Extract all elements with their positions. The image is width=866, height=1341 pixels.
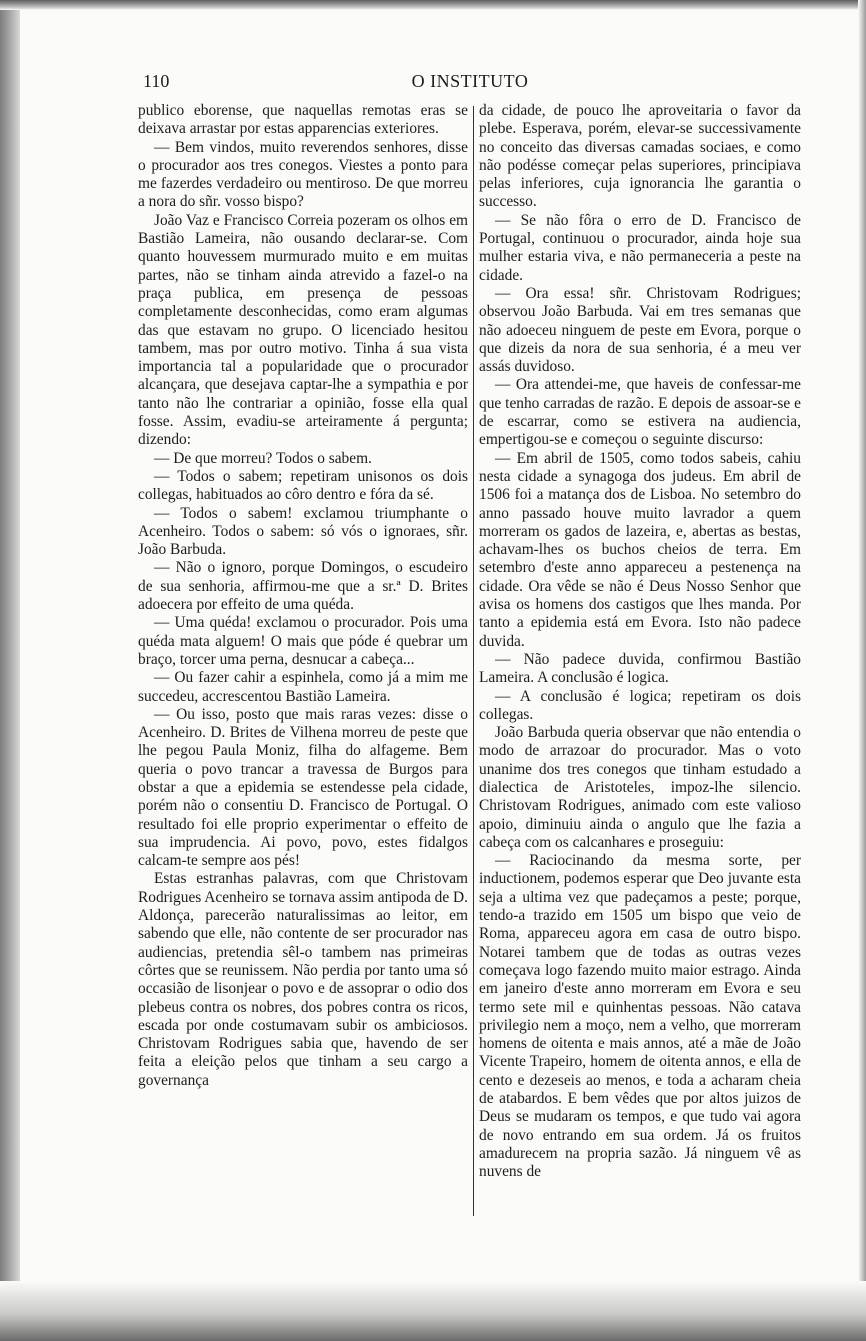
paragraph: — Ora attendei-me, que haveis de confessar-me que tenho carradas de razão. E depois de assoar-se e de escarrar, como se estivera na audiencia, empertigou-se e começou o seguinte discurso: [479, 376, 801, 449]
paragraph: — Ora essa! sñr. Christovam Rodrigues; observou João Barbuda. Vai em tres semanas que não adoeceu ninguem de peste em Evora, porque o que dizeis da nora de sua senhoria, é a meu ver assás duvidoso. [479, 284, 801, 376]
paragraph: — Não o ignoro, porque Domingos, o escudeiro de sua senhoria, affirmou-me que a sr.ª D. Brites adoecera por effeito de uma quéda. [138, 559, 468, 614]
right-column [479, 102, 801, 1182]
page-bottom-edge [0, 1281, 866, 1341]
page-number: 110 [143, 71, 170, 91]
paragraph: — Ou isso, posto que mais raras vezes: disse o Acenheiro. D. Brites de Vilhena morreu de peste que lhe pegou Paula Moniz, filha do alfageme. Bem queria o povo trancar a travessa de Burgos para obstar a que a epidemia se estendesse pela cidade, porém não o consentiu D. Francisco de Portugal. O resultado foi elle proprio experimentar o effeito de sua imprudencia. Ai povo, povo, estes fidalgos calcam-te sempre aos pés! [138, 705, 468, 870]
book-binding-shadow [0, 0, 20, 1341]
paragraph: — Todos o sabem! exclamou triumphante o Acenheiro. Todos o sabem: só vós o ignoraes, sñr. João Barbuda. [138, 504, 468, 559]
paragraph: publico eborense, que naquellas remotas eras se deixava arrastar por estas apparencias exteriores. [138, 102, 468, 138]
paragraph: Estas estranhas palavras, com que Christovam Rodrigues Acenheiro se tornava assim antipoda de D. Aldonça, parecerão naturalissimas ao leitor, em sabendo que elle, não contente de ser procurador nas audiencias, pretendia sêl-o tambem nas primeiras côrtes que se reunissem. Não perdia por tanto uma só occasião de lisonjear o povo e de assoprar o odio dos plebeus contra os nobres, dos pobres contra os ricos, escada por onde costumavam subir os ambiciosos. Christovam Rodrigues sabia que, havendo de ser feita a eleição pelos que tinham a seu cargo a governança [138, 870, 468, 1089]
paragraph: — Ou fazer cahir a espinhela, como já a mim me succedeu, accrescentou Bastião Lameira. [138, 669, 468, 705]
running-title: O INSTITUTO [411, 71, 529, 91]
paragraph: — Todos o sabem; repetiram unisonos os dois collegas, habituados ao côro dentro e fóra da sé. [138, 467, 468, 504]
paragraph: João Barbuda queria observar que não entendia o modo de arrazoar do procurador. Mas o voto unanime dos tres conegos que tinham estudado a dialectica de Aristoteles, impoz-lhe silencio. Christovam Rodrigues, animado com este valioso apoio, diminuiu ainda o angulo que lhe fazia a cabeça com os calcanhares e proseguiu: [479, 724, 801, 851]
paragraph: — Uma quéda! exclamou o procurador. Pois uma quéda mata alguem! O mais que póde é quebrar um braço, torcer uma perna, desnucar a cabeça... [138, 614, 468, 668]
paragraph: — Bem vindos, muito reverendos senhores, disse o procurador aos tres conegos. Viestes a ponto para me fazerdes verdadeiro ou mentiroso. De que morreu a nora do sñr. vosso bispo? [138, 138, 468, 211]
page-top-edge [0, 0, 866, 10]
paragraph: — A conclusão é logica; repetiram os dois collegas. [479, 687, 801, 723]
paragraph: da cidade, de pouco lhe aproveitaria o favor da plebe. Esperava, porém, elevar-se successivamente no conceito das diversas camadas sociaes, e como não podésse começar pelas superiores, principiava pelas inferiores, cuja ignorancia lhe garantia o successo. [479, 102, 801, 211]
paragraph: — Raciocinando da mesma sorte, per inductionem, podemos esperar que Deo juvante esta seja a ultima vez que padeçamos a peste; porque, tendo-a trazido em 1505 um bispo que veio de Roma, appareceu agora em casa de outro bispo. Notarei tambem que de todas as outras vezes começava logo fazendo muito maior estrago. Ainda em janeiro d'este anno morreram em Evora e seu termo sete mil e quinhentas pessoas. Não catava privilegio nem a moço, nem a velho, que morreram homens de oitenta e mais annos, até a mãe de João Vicente Trapeiro, homem de oitenta annos, e ella de cento e dezeseis ao menos, e toda a acharam cheia de atabardos. E bem vêdes que por altos juizos de Deus se mudaram os tempos, e que tudo vai agora de novo entrando em sua ordem. Já os fruitos amadurecem na propria sazão. Já ninguem vê as nuvens de [479, 852, 801, 1181]
paragraph: — De que morreu? Todos o sabem. [154, 449, 372, 467]
left-column [138, 102, 468, 1090]
paragraph: — Se não fôra o erro de D. Francisco de Portugal, continuou o procurador, ainda hoje sua mulher estaria viva, e não permaneceria a peste na cidade. [479, 211, 801, 284]
page-right-edge [858, 0, 866, 1341]
page-header [140, 71, 800, 95]
paragraph: João Vaz e Francisco Correia pozeram os olhos em Bastião Lameira, não ousando declarar-se. Com quanto houvessem murmurado muito e em muitas partes, não se tinham ainda atrevido a fazel-o na praça publica, em presença de pessoas completamente desconhecidas, como eram algumas das que estavam no grupo. O licenciado hesitou tambem, mas por outro motivo. Tinha á sua vista importancia tal a popularidade que o procurador alcançara, que desejava captar-lhe a sympathia e por tanto não lhe contrariar a opinião, fosse ella qual fosse. Assim, evadiu-se arteiramente á pergunta; dizendo: [138, 211, 468, 449]
paragraph: — Em abril de 1505, como todos sabeis, cahiu nesta cidade a synagoga dos judeus. Em abril de 1506 foi a matança dos de Lisboa. No setembro do anno passado houve muito lavrador a quem morreram os gados de lazeira, e, abertas as bestas, achavam-lhes os buchos cheios de terra. Em setembro d'este anno appareceu a pestenença na cidade. Ora vêde se não é Deus Nosso Senhor que avisa os homens dos castigos que lhes manda. Por tanto a epidemia está em Evora. Isto não padece duvida. [479, 449, 801, 650]
column-divider [473, 106, 474, 1216]
paragraph: — Não padece duvida, confirmou Bastião Lameira. A conclusão é logica. [479, 650, 801, 687]
